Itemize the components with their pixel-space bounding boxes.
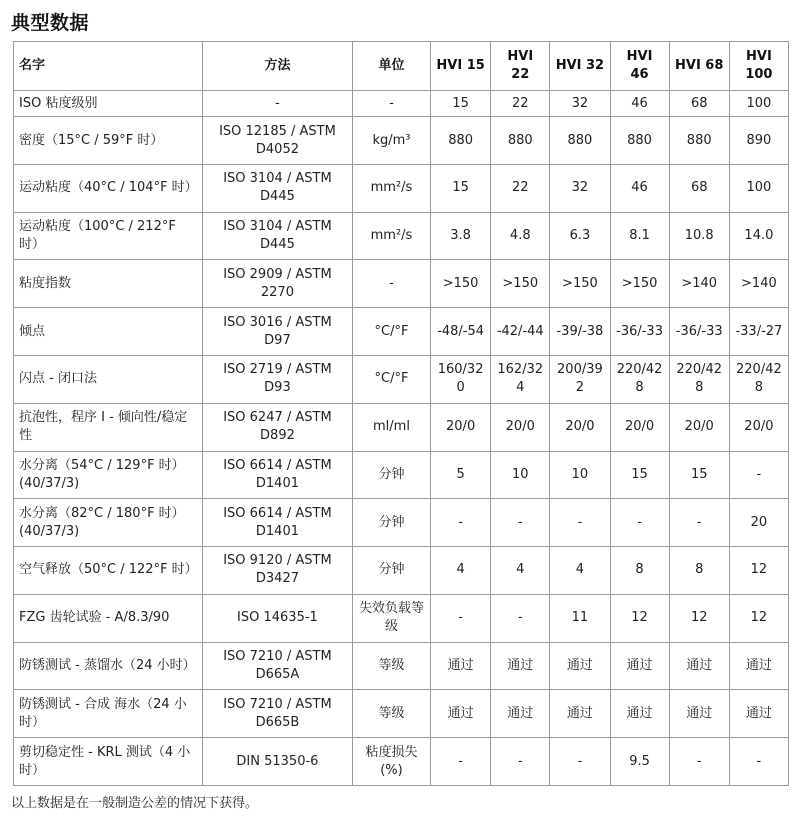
table-row — [14, 594, 789, 642]
row-value-cell: 12 — [669, 594, 729, 642]
row-method-cell: ISO 2909 / ASTM 2270 — [202, 260, 352, 308]
row-value-cell: -33/-27 — [729, 308, 788, 356]
row-unit-cell: mm²/s — [352, 164, 430, 212]
row-value-cell: - — [431, 738, 491, 786]
row-method-cell: ISO 3104 / ASTM D445 — [202, 164, 352, 212]
row-value-cell: 20/0 — [610, 403, 669, 451]
row-value-cell: - — [610, 499, 669, 547]
row-value-cell: - — [729, 451, 788, 499]
table-row — [14, 451, 789, 499]
row-value-cell: 100 — [729, 91, 788, 117]
row-unit-cell: 等级 — [352, 690, 430, 738]
row-value-cell: 20/0 — [431, 403, 491, 451]
table-row — [14, 308, 789, 356]
row-value-cell: 200/392 — [550, 355, 610, 403]
row-value-cell: 32 — [550, 164, 610, 212]
row-value-cell: 880 — [669, 117, 729, 165]
table-header-row — [14, 42, 789, 91]
row-value-cell: -36/-33 — [669, 308, 729, 356]
row-value-cell: 220/428 — [610, 355, 669, 403]
row-value-cell: 通过 — [431, 690, 491, 738]
row-name-cell: ISO 粘度级别 — [14, 91, 203, 117]
row-value-cell: -48/-54 — [431, 308, 491, 356]
row-name-cell: 运动粘度（100°C / 212°F 时） — [14, 212, 203, 260]
row-name-cell: 抗泡性，程序 I - 倾向性/稳定性 — [14, 403, 203, 451]
row-method-cell: ISO 12185 / ASTM D4052 — [202, 117, 352, 165]
row-name-cell: 运动粘度（40°C / 104°F 时） — [14, 164, 203, 212]
row-value-cell: 10 — [491, 451, 550, 499]
row-method-cell: ISO 7210 / ASTM D665A — [202, 642, 352, 690]
row-value-cell: 8.1 — [610, 212, 669, 260]
header-unit: 单位 — [352, 42, 430, 91]
header-hvi-15: HVI 15 — [431, 42, 491, 91]
header-hvi-22: HVI 22 — [491, 42, 550, 91]
table-row — [14, 212, 789, 260]
row-value-cell: 15 — [431, 164, 491, 212]
footnote: 以上数据是在一般制造公差的情况下获得。 — [11, 796, 259, 811]
header-hvi-32: HVI 32 — [550, 42, 610, 91]
row-method-cell: ISO 2719 / ASTM D93 — [202, 355, 352, 403]
row-value-cell: 22 — [491, 164, 550, 212]
row-name-cell: 防锈测试 - 蒸馏水（24 小时） — [14, 642, 203, 690]
row-value-cell: 通过 — [491, 690, 550, 738]
row-method-cell: ISO 9120 / ASTM D3427 — [202, 547, 352, 595]
row-value-cell: 10 — [550, 451, 610, 499]
row-value-cell: 通过 — [491, 642, 550, 690]
row-method-cell: ISO 14635-1 — [202, 594, 352, 642]
row-value-cell: 通过 — [610, 642, 669, 690]
row-unit-cell: ml/ml — [352, 403, 430, 451]
row-value-cell: 4.8 — [491, 212, 550, 260]
table-row — [14, 403, 789, 451]
row-name-cell: 空气释放（50°C / 122°F 时） — [14, 547, 203, 595]
row-name-cell: FZG 齿轮试验 - A/8.3/90 — [14, 594, 203, 642]
row-value-cell: 20/0 — [729, 403, 788, 451]
header-hvi-46: HVI 46 — [610, 42, 669, 91]
row-value-cell: 8 — [669, 547, 729, 595]
row-name-cell: 密度（15°C / 59°F 时） — [14, 117, 203, 165]
row-value-cell: 880 — [491, 117, 550, 165]
table-row — [14, 91, 789, 117]
row-value-cell: 100 — [729, 164, 788, 212]
row-value-cell: 11 — [550, 594, 610, 642]
row-value-cell: 880 — [610, 117, 669, 165]
row-unit-cell: 失效负载等级 — [352, 594, 430, 642]
table-row — [14, 642, 789, 690]
row-value-cell: 通过 — [431, 642, 491, 690]
header-method: 方法 — [202, 42, 352, 91]
row-name-cell: 粘度指数 — [14, 260, 203, 308]
row-value-cell: >140 — [669, 260, 729, 308]
table-row — [14, 117, 789, 165]
header-name: 名字 — [14, 42, 203, 91]
row-value-cell: 12 — [729, 547, 788, 595]
row-value-cell: 6.3 — [550, 212, 610, 260]
row-unit-cell: 粘度损失 (%) — [352, 738, 430, 786]
row-value-cell: >150 — [550, 260, 610, 308]
row-value-cell: 4 — [491, 547, 550, 595]
row-unit-cell: 分钟 — [352, 499, 430, 547]
row-value-cell: 10.8 — [669, 212, 729, 260]
row-value-cell: 5 — [431, 451, 491, 499]
row-value-cell: 220/428 — [729, 355, 788, 403]
row-value-cell: 4 — [550, 547, 610, 595]
row-value-cell: - — [491, 594, 550, 642]
table-row — [14, 547, 789, 595]
row-value-cell: 8 — [610, 547, 669, 595]
row-value-cell: 68 — [669, 164, 729, 212]
row-value-cell: 12 — [729, 594, 788, 642]
row-value-cell: 880 — [550, 117, 610, 165]
row-value-cell: 32 — [550, 91, 610, 117]
row-value-cell: -36/-33 — [610, 308, 669, 356]
row-value-cell: - — [431, 499, 491, 547]
row-value-cell: 68 — [669, 91, 729, 117]
table-row — [14, 499, 789, 547]
table-row — [14, 355, 789, 403]
row-method-cell: ISO 6614 / ASTM D1401 — [202, 451, 352, 499]
row-method-cell: ISO 3016 / ASTM D97 — [202, 308, 352, 356]
row-value-cell: 15 — [610, 451, 669, 499]
row-unit-cell: kg/m³ — [352, 117, 430, 165]
row-value-cell: >140 — [729, 260, 788, 308]
row-value-cell: - — [550, 499, 610, 547]
row-method-cell: ISO 3104 / ASTM D445 — [202, 212, 352, 260]
row-value-cell: - — [550, 738, 610, 786]
row-unit-cell: 分钟 — [352, 451, 430, 499]
table-row — [14, 260, 789, 308]
row-value-cell: 14.0 — [729, 212, 788, 260]
table-row — [14, 738, 789, 786]
row-name-cell: 水分离（82°C / 180°F 时）(40/37/3) — [14, 499, 203, 547]
row-unit-cell: °C/°F — [352, 355, 430, 403]
row-value-cell: 20/0 — [669, 403, 729, 451]
row-value-cell: >150 — [610, 260, 669, 308]
row-method-cell: DIN 51350-6 — [202, 738, 352, 786]
row-value-cell: 通过 — [669, 690, 729, 738]
row-value-cell: 46 — [610, 164, 669, 212]
row-value-cell: - — [669, 738, 729, 786]
row-value-cell: - — [669, 499, 729, 547]
row-value-cell: -42/-44 — [491, 308, 550, 356]
row-method-cell: - — [202, 91, 352, 117]
row-value-cell: 160/320 — [431, 355, 491, 403]
row-value-cell: 4 — [431, 547, 491, 595]
row-method-cell: ISO 6614 / ASTM D1401 — [202, 499, 352, 547]
row-value-cell: 通过 — [669, 642, 729, 690]
row-value-cell: 通过 — [729, 690, 788, 738]
row-value-cell: 22 — [491, 91, 550, 117]
row-value-cell: - — [729, 738, 788, 786]
row-value-cell: 通过 — [610, 690, 669, 738]
header-hvi-68: HVI 68 — [669, 42, 729, 91]
row-value-cell: 9.5 — [610, 738, 669, 786]
row-value-cell: - — [491, 738, 550, 786]
row-value-cell: 通过 — [729, 642, 788, 690]
row-unit-cell: - — [352, 260, 430, 308]
row-method-cell: ISO 6247 / ASTM D892 — [202, 403, 352, 451]
row-name-cell: 倾点 — [14, 308, 203, 356]
row-method-cell: ISO 7210 / ASTM D665B — [202, 690, 352, 738]
typical-data-table — [13, 41, 789, 786]
row-value-cell: 880 — [431, 117, 491, 165]
row-value-cell: 15 — [431, 91, 491, 117]
row-unit-cell: mm²/s — [352, 212, 430, 260]
row-value-cell: 15 — [669, 451, 729, 499]
row-value-cell: 3.8 — [431, 212, 491, 260]
row-value-cell: 通过 — [550, 642, 610, 690]
row-value-cell: 46 — [610, 91, 669, 117]
row-value-cell: 12 — [610, 594, 669, 642]
header-hvi-100: HVI 100 — [729, 42, 788, 91]
row-value-cell: - — [491, 499, 550, 547]
row-unit-cell: 等级 — [352, 642, 430, 690]
row-unit-cell: - — [352, 91, 430, 117]
row-value-cell: 20/0 — [491, 403, 550, 451]
row-name-cell: 剪切稳定性 - KRL 测试（4 小时） — [14, 738, 203, 786]
table-row — [14, 164, 789, 212]
row-value-cell: 通过 — [550, 690, 610, 738]
row-name-cell: 防锈测试 - 合成 海水（24 小时） — [14, 690, 203, 738]
row-unit-cell: °C/°F — [352, 308, 430, 356]
row-value-cell: 890 — [729, 117, 788, 165]
row-value-cell: >150 — [491, 260, 550, 308]
row-unit-cell: 分钟 — [352, 547, 430, 595]
row-value-cell: 162/324 — [491, 355, 550, 403]
page-title: 典型数据 — [11, 12, 90, 34]
row-name-cell: 水分离（54°C / 129°F 时）(40/37/3) — [14, 451, 203, 499]
row-name-cell: 闪点 - 闭口法 — [14, 355, 203, 403]
table-row — [14, 690, 789, 738]
row-value-cell: >150 — [431, 260, 491, 308]
row-value-cell: -39/-38 — [550, 308, 610, 356]
row-value-cell: - — [431, 594, 491, 642]
row-value-cell: 20/0 — [550, 403, 610, 451]
row-value-cell: 20 — [729, 499, 788, 547]
row-value-cell: 220/428 — [669, 355, 729, 403]
